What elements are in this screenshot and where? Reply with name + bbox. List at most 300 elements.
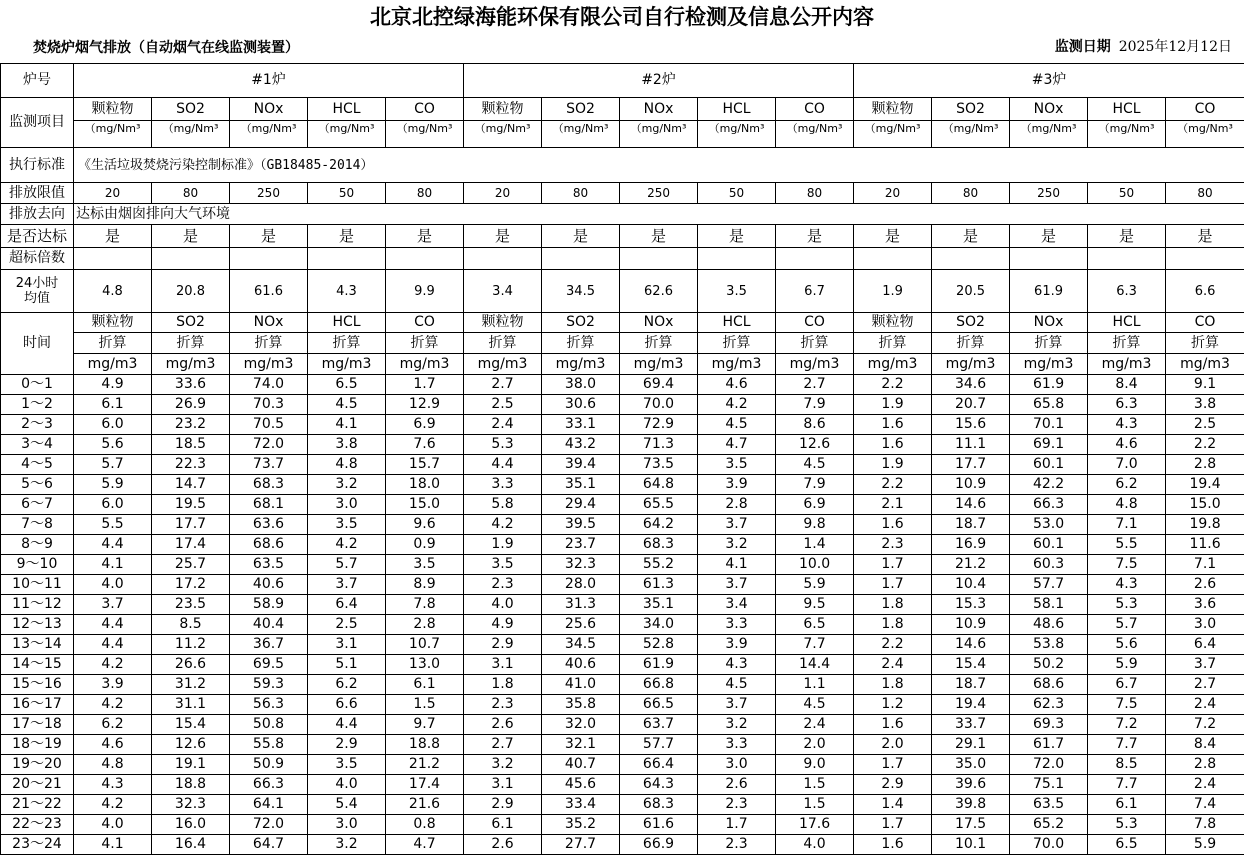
hourly-value: 3.3	[698, 615, 776, 635]
converted-label: 折算	[1088, 333, 1166, 354]
hour-row	[1, 515, 1244, 535]
hour-range: 19～20	[1, 755, 74, 775]
hour-range: 7～8	[1, 515, 74, 535]
hour-row	[1, 735, 1244, 755]
hourly-value: 21.2	[932, 555, 1010, 575]
hourly-value: 7.0	[1088, 455, 1166, 475]
hourly-value: 68.3	[230, 475, 308, 495]
hourly-value: 3.3	[464, 475, 542, 495]
hourly-value: 4.6	[1088, 435, 1166, 455]
hourly-value: 8.5	[152, 615, 230, 635]
hourly-value: 52.8	[620, 635, 698, 655]
hourly-value: 30.6	[542, 395, 620, 415]
limit-label: 排放限值	[1, 183, 74, 204]
converted-label: 折算	[1166, 333, 1244, 354]
pollutant-unit: （mg/Nm³	[620, 121, 698, 148]
pollutant-name: CO	[386, 98, 464, 121]
hourly-value: 26.9	[152, 395, 230, 415]
hourly-value: 2.6	[1166, 575, 1244, 595]
hourly-value: 50.9	[230, 755, 308, 775]
hourly-value: 3.6	[1166, 595, 1244, 615]
hourly-value: 4.1	[74, 555, 152, 575]
converted-label: 折算	[932, 333, 1010, 354]
hourly-value: 34.0	[620, 615, 698, 635]
average-value: 9.9	[386, 270, 464, 313]
hourly-value: 6.6	[308, 695, 386, 715]
hourly-value: 3.1	[464, 775, 542, 795]
hourly-value: 1.6	[854, 435, 932, 455]
average-value: 3.5	[698, 270, 776, 313]
hourly-value: 1.8	[854, 675, 932, 695]
hourly-value: 4.5	[698, 415, 776, 435]
hourly-value: 4.1	[698, 555, 776, 575]
hourly-value: 3.2	[464, 755, 542, 775]
hourly-value: 5.9	[1166, 835, 1244, 855]
compliance-value: 是	[542, 225, 620, 248]
furnace-label: 炉号	[1, 64, 74, 98]
converted-label: 折算	[854, 333, 932, 354]
hourly-value: 4.0	[74, 575, 152, 595]
hourly-value: 43.2	[542, 435, 620, 455]
item-label: 监测项目	[1, 98, 74, 148]
hourly-value: 34.6	[932, 375, 1010, 395]
hourly-value: 1.7	[386, 375, 464, 395]
hourly-value: 39.6	[932, 775, 1010, 795]
furnace-name: #2炉	[464, 64, 854, 98]
pollutant-name: SO2	[152, 98, 230, 121]
hourly-value: 3.8	[308, 435, 386, 455]
hourly-value: 7.6	[386, 435, 464, 455]
hourly-value: 53.8	[1010, 635, 1088, 655]
hourly-value: 71.3	[620, 435, 698, 455]
hour-row	[1, 815, 1244, 835]
hour-range: 0～1	[1, 375, 74, 395]
hourly-unit: mg/m3	[74, 354, 152, 375]
hourly-value: 57.7	[1010, 575, 1088, 595]
hourly-value: 40.6	[542, 655, 620, 675]
limit-value: 250	[1010, 183, 1088, 204]
exceed-label: 超标倍数	[1, 248, 74, 270]
hourly-value: 75.1	[1010, 775, 1088, 795]
hour-row	[1, 775, 1244, 795]
hourly-value: 3.0	[1166, 615, 1244, 635]
hourly-value: 2.7	[464, 735, 542, 755]
hourly-value: 57.7	[620, 735, 698, 755]
hourly-pollutant: SO2	[542, 313, 620, 333]
hourly-pollutant: NOx	[1010, 313, 1088, 333]
limit-value: 80	[932, 183, 1010, 204]
hourly-value: 3.5	[386, 555, 464, 575]
hourly-value: 4.6	[698, 375, 776, 395]
hourly-value: 4.7	[386, 835, 464, 855]
hourly-value: 8.4	[1088, 375, 1166, 395]
hourly-value: 0.8	[386, 815, 464, 835]
hourly-value: 61.7	[1010, 735, 1088, 755]
hourly-value: 23.7	[542, 535, 620, 555]
hourly-value: 6.5	[1088, 835, 1166, 855]
hourly-value: 2.9	[308, 735, 386, 755]
hourly-value: 7.1	[1088, 515, 1166, 535]
hourly-converted-row	[1, 333, 1244, 354]
hourly-value: 2.8	[386, 615, 464, 635]
hourly-value: 2.8	[698, 495, 776, 515]
hour-row	[1, 615, 1244, 635]
hourly-value: 55.8	[230, 735, 308, 755]
hourly-value: 74.0	[230, 375, 308, 395]
average-value: 34.5	[542, 270, 620, 313]
hourly-value: 69.3	[1010, 715, 1088, 735]
hourly-value: 2.7	[1166, 675, 1244, 695]
hourly-value: 5.7	[1088, 615, 1166, 635]
hourly-value: 4.0	[776, 835, 854, 855]
exceed-row	[1, 248, 1244, 270]
average-value: 20.5	[932, 270, 1010, 313]
hourly-value: 26.6	[152, 655, 230, 675]
hourly-value: 18.7	[932, 515, 1010, 535]
compliance-value: 是	[698, 225, 776, 248]
limit-value: 250	[620, 183, 698, 204]
compliance-value: 是	[74, 225, 152, 248]
hourly-value: 35.2	[542, 815, 620, 835]
hourly-pollutant: HCL	[1088, 313, 1166, 333]
hourly-value: 5.6	[1088, 635, 1166, 655]
hourly-value: 3.4	[698, 595, 776, 615]
hour-range: 17～18	[1, 715, 74, 735]
hourly-value: 7.7	[1088, 735, 1166, 755]
hourly-value: 33.4	[542, 795, 620, 815]
hourly-value: 63.7	[620, 715, 698, 735]
pollutant-name: NOx	[230, 98, 308, 121]
pollutant-name: NOx	[1010, 98, 1088, 121]
hourly-value: 68.3	[620, 795, 698, 815]
hourly-value: 1.6	[854, 415, 932, 435]
hourly-value: 28.0	[542, 575, 620, 595]
hourly-value: 66.3	[1010, 495, 1088, 515]
average-row	[1, 270, 1244, 313]
hour-range: 14～15	[1, 655, 74, 675]
hourly-unit: mg/m3	[620, 354, 698, 375]
hourly-value: 3.7	[1166, 655, 1244, 675]
hourly-value: 3.7	[698, 695, 776, 715]
hourly-value: 64.8	[620, 475, 698, 495]
limit-value: 20	[854, 183, 932, 204]
hourly-value: 40.6	[230, 575, 308, 595]
hourly-unit-row	[1, 354, 1244, 375]
hourly-value: 14.6	[932, 635, 1010, 655]
compliance-value: 是	[308, 225, 386, 248]
exceed-value	[1010, 248, 1088, 270]
average-value: 6.7	[776, 270, 854, 313]
hour-row	[1, 375, 1244, 395]
furnace-name: #3炉	[854, 64, 1244, 98]
hourly-value: 7.9	[776, 395, 854, 415]
exceed-value	[854, 248, 932, 270]
hourly-value: 32.0	[542, 715, 620, 735]
hourly-value: 5.7	[74, 455, 152, 475]
exceed-value	[932, 248, 1010, 270]
hourly-pollutant: CO	[776, 313, 854, 333]
hourly-value: 2.4	[464, 415, 542, 435]
limit-value: 50	[698, 183, 776, 204]
hourly-value: 69.4	[620, 375, 698, 395]
hourly-value: 4.3	[1088, 415, 1166, 435]
hourly-value: 6.7	[1088, 675, 1166, 695]
pollutant-unit: （mg/Nm³	[1010, 121, 1088, 148]
hourly-value: 2.9	[464, 635, 542, 655]
hourly-value: 6.5	[776, 615, 854, 635]
pollutant-unit: （mg/Nm³	[230, 121, 308, 148]
hourly-value: 3.7	[308, 575, 386, 595]
hourly-value: 61.9	[1010, 375, 1088, 395]
hourly-value: 2.7	[776, 375, 854, 395]
hourly-value: 2.2	[1166, 435, 1244, 455]
hourly-value: 69.1	[1010, 435, 1088, 455]
hourly-value: 10.1	[932, 835, 1010, 855]
hourly-value: 2.4	[1166, 695, 1244, 715]
hour-range: 6～7	[1, 495, 74, 515]
pollutant-unit: （mg/Nm³	[854, 121, 932, 148]
pollutant-unit: （mg/Nm³	[776, 121, 854, 148]
hourly-value: 10.9	[932, 475, 1010, 495]
compliance-value: 是	[230, 225, 308, 248]
hour-row	[1, 475, 1244, 495]
hourly-value: 4.1	[74, 835, 152, 855]
hourly-value: 3.5	[308, 515, 386, 535]
hourly-value: 58.9	[230, 595, 308, 615]
hourly-value: 1.9	[854, 455, 932, 475]
hour-range: 23～24	[1, 835, 74, 855]
hourly-value: 2.0	[776, 735, 854, 755]
hourly-value: 2.9	[854, 775, 932, 795]
hourly-value: 25.7	[152, 555, 230, 575]
hourly-value: 18.8	[386, 735, 464, 755]
hourly-unit: mg/m3	[1010, 354, 1088, 375]
hour-row	[1, 635, 1244, 655]
hourly-value: 32.1	[542, 735, 620, 755]
hourly-value: 33.7	[932, 715, 1010, 735]
standard-row	[1, 148, 1244, 183]
hourly-value: 17.6	[776, 815, 854, 835]
hourly-unit: mg/m3	[932, 354, 1010, 375]
hourly-unit: mg/m3	[698, 354, 776, 375]
hourly-pollutant: CO	[1166, 313, 1244, 333]
hourly-value: 2.3	[464, 575, 542, 595]
exceed-value	[152, 248, 230, 270]
hourly-value: 2.8	[1166, 755, 1244, 775]
compliance-value: 是	[620, 225, 698, 248]
hourly-value: 4.3	[698, 655, 776, 675]
hourly-value: 4.5	[308, 395, 386, 415]
hourly-value: 15.3	[932, 595, 1010, 615]
hourly-value: 4.4	[464, 455, 542, 475]
hourly-value: 3.9	[698, 635, 776, 655]
hourly-value: 2.6	[464, 835, 542, 855]
hourly-value: 7.5	[1088, 695, 1166, 715]
hourly-value: 6.1	[1088, 795, 1166, 815]
report-subtitle: 焚烧炉烟气排放（自动烟气在线监测装置）	[33, 40, 299, 56]
hourly-value: 73.5	[620, 455, 698, 475]
hourly-value: 1.7	[854, 815, 932, 835]
hour-range: 13～14	[1, 635, 74, 655]
hourly-value: 9.7	[386, 715, 464, 735]
hourly-value: 40.4	[230, 615, 308, 635]
pollutant-unit: （mg/Nm³	[74, 121, 152, 148]
hourly-value: 3.5	[308, 755, 386, 775]
hourly-value: 72.0	[230, 435, 308, 455]
hourly-value: 3.0	[308, 495, 386, 515]
hourly-value: 8.5	[1088, 755, 1166, 775]
limit-value: 80	[776, 183, 854, 204]
hour-range: 4～5	[1, 455, 74, 475]
hourly-value: 60.1	[1010, 455, 1088, 475]
hourly-value: 4.3	[74, 775, 152, 795]
pollutant-name: 颗粒物	[464, 98, 542, 121]
hourly-value: 6.2	[308, 675, 386, 695]
hourly-value: 2.3	[698, 795, 776, 815]
hourly-value: 2.2	[854, 475, 932, 495]
hourly-value: 6.2	[1088, 475, 1166, 495]
average-value: 61.6	[230, 270, 308, 313]
hourly-value: 3.2	[308, 475, 386, 495]
hourly-value: 5.6	[74, 435, 152, 455]
monitoring-date	[1055, 37, 1232, 57]
hourly-value: 15.6	[932, 415, 1010, 435]
hourly-value: 1.7	[854, 575, 932, 595]
hourly-value: 1.8	[464, 675, 542, 695]
hourly-value: 18.5	[152, 435, 230, 455]
hourly-value: 4.8	[1088, 495, 1166, 515]
pollutant-unit: （mg/Nm³	[698, 121, 776, 148]
time-label: 时间	[1, 313, 74, 375]
hourly-value: 2.8	[1166, 455, 1244, 475]
converted-label: 折算	[308, 333, 386, 354]
hourly-value: 1.5	[776, 795, 854, 815]
hour-row	[1, 675, 1244, 695]
hourly-value: 5.5	[1088, 535, 1166, 555]
exceed-value	[308, 248, 386, 270]
hourly-unit: mg/m3	[1166, 354, 1244, 375]
pollutant-name: HCL	[698, 98, 776, 121]
hourly-value: 19.8	[1166, 515, 1244, 535]
hourly-value: 2.2	[854, 375, 932, 395]
hourly-value: 7.2	[1088, 715, 1166, 735]
exceed-value	[230, 248, 308, 270]
direction-value: 达标由烟囱排向大气环境	[74, 204, 1244, 225]
hourly-value: 4.4	[308, 715, 386, 735]
exceed-value	[698, 248, 776, 270]
compliance-value: 是	[464, 225, 542, 248]
hourly-value: 7.7	[1088, 775, 1166, 795]
hourly-value: 3.5	[464, 555, 542, 575]
converted-label: 折算	[386, 333, 464, 354]
hourly-value: 4.8	[308, 455, 386, 475]
pollutant-name: HCL	[1088, 98, 1166, 121]
hourly-value: 65.5	[620, 495, 698, 515]
pollutant-name: CO	[776, 98, 854, 121]
pollutant-name: SO2	[932, 98, 1010, 121]
hourly-value: 5.5	[74, 515, 152, 535]
hourly-value: 60.3	[1010, 555, 1088, 575]
hourly-value: 10.7	[386, 635, 464, 655]
hourly-pollutant: NOx	[230, 313, 308, 333]
hourly-value: 1.6	[854, 715, 932, 735]
hourly-value: 4.4	[74, 615, 152, 635]
converted-label: 折算	[152, 333, 230, 354]
hourly-unit: mg/m3	[542, 354, 620, 375]
hour-row	[1, 415, 1244, 435]
hourly-value: 6.0	[74, 415, 152, 435]
hourly-value: 35.8	[542, 695, 620, 715]
hourly-value: 12.6	[776, 435, 854, 455]
hourly-pollutant: SO2	[152, 313, 230, 333]
hourly-value: 6.4	[1166, 635, 1244, 655]
hour-row	[1, 715, 1244, 735]
limit-value: 20	[464, 183, 542, 204]
pollutant-unit: （mg/Nm³	[386, 121, 464, 148]
hourly-value: 3.2	[698, 715, 776, 735]
hourly-value: 15.7	[386, 455, 464, 475]
furnace-header-row	[1, 64, 1244, 98]
limit-value: 80	[542, 183, 620, 204]
hourly-value: 1.1	[776, 675, 854, 695]
hourly-unit: mg/m3	[308, 354, 386, 375]
hour-range: 9～10	[1, 555, 74, 575]
hour-range: 22～23	[1, 815, 74, 835]
hourly-value: 6.1	[74, 395, 152, 415]
hourly-value: 1.9	[854, 395, 932, 415]
hourly-value: 2.3	[698, 835, 776, 855]
hourly-value: 2.1	[854, 495, 932, 515]
hourly-value: 8.6	[776, 415, 854, 435]
hourly-value: 3.2	[308, 835, 386, 855]
hourly-value: 11.6	[1166, 535, 1244, 555]
hourly-value: 7.7	[776, 635, 854, 655]
hourly-pollutant: HCL	[308, 313, 386, 333]
hourly-value: 60.1	[1010, 535, 1088, 555]
hourly-value: 15.0	[386, 495, 464, 515]
hourly-value: 4.2	[74, 695, 152, 715]
average-value: 4.3	[308, 270, 386, 313]
hour-range: 15～16	[1, 675, 74, 695]
hourly-value: 35.0	[932, 755, 1010, 775]
hourly-value: 39.8	[932, 795, 1010, 815]
hourly-value: 1.6	[854, 515, 932, 535]
hourly-value: 50.8	[230, 715, 308, 735]
hourly-value: 4.7	[698, 435, 776, 455]
converted-label: 折算	[776, 333, 854, 354]
hourly-value: 5.1	[308, 655, 386, 675]
hourly-value: 59.3	[230, 675, 308, 695]
exceed-value	[464, 248, 542, 270]
hour-row	[1, 395, 1244, 415]
hourly-value: 48.6	[1010, 615, 1088, 635]
exceed-value	[776, 248, 854, 270]
converted-label: 折算	[542, 333, 620, 354]
average-value: 6.6	[1166, 270, 1244, 313]
hourly-value: 63.6	[230, 515, 308, 535]
exceed-value	[1166, 248, 1244, 270]
hourly-value: 4.2	[698, 395, 776, 415]
hourly-value: 31.2	[152, 675, 230, 695]
hourly-value: 34.5	[542, 635, 620, 655]
average-value: 4.8	[74, 270, 152, 313]
exceed-value	[74, 248, 152, 270]
hour-range: 8～9	[1, 535, 74, 555]
hour-row	[1, 575, 1244, 595]
hour-row	[1, 535, 1244, 555]
converted-label: 折算	[698, 333, 776, 354]
hour-range: 2～3	[1, 415, 74, 435]
